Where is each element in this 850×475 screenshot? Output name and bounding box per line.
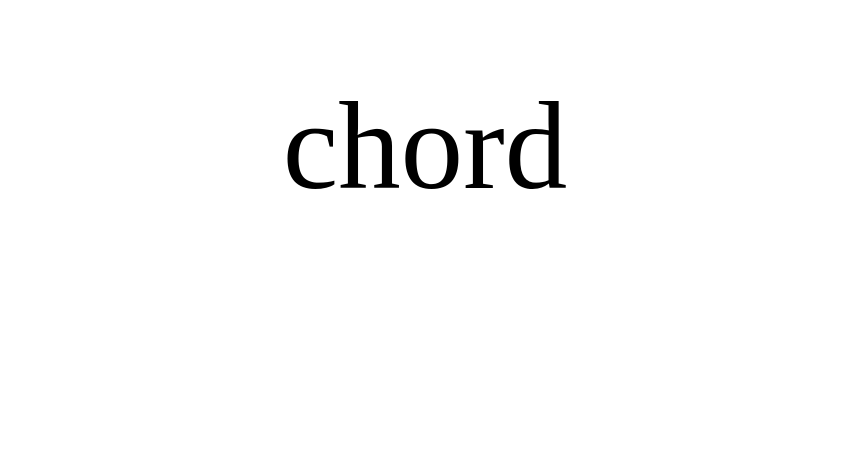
word-text: chord <box>282 78 568 216</box>
